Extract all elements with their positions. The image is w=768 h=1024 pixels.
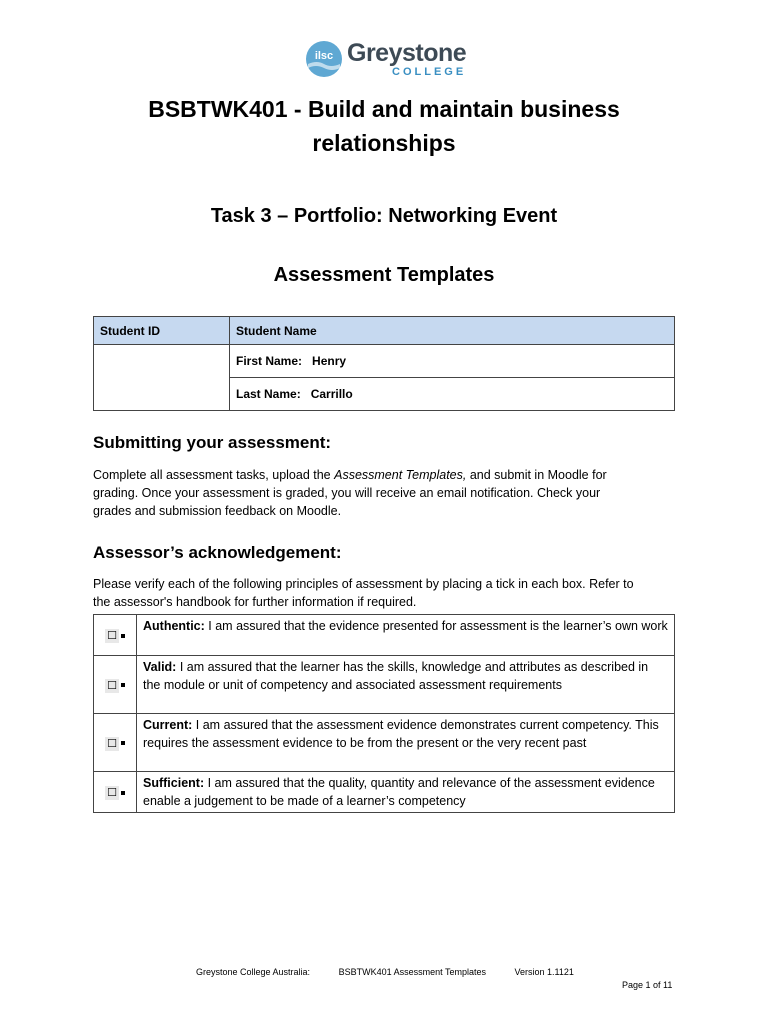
current-description: I am assured that the assessment evidence demonstrates current competency. This requires the assessment evidence to be from the present or the very recent past [143, 718, 659, 750]
first-name-cell[interactable] [230, 345, 675, 378]
last-name-label: Last Name: [236, 387, 301, 401]
authentic-text [137, 615, 675, 656]
sufficient-text [137, 772, 675, 813]
footer-org: Greystone College Australia: [196, 967, 311, 977]
first-name-value: Henry [312, 354, 347, 368]
submitting-text-italic: Assessment Templates, [334, 468, 467, 482]
sufficient-description: I am assured that the quality, quantity and relevance of the assessment evidence enable a judgement to be made of a learner’s competency [143, 776, 655, 808]
footer-version: Version 1.1121 [514, 967, 574, 977]
page-number: Page 1 of 11 [622, 980, 673, 990]
document-title [60, 92, 708, 160]
sufficient-checkbox[interactable]: ☐ [107, 787, 117, 799]
title-line-2: relationships [312, 130, 456, 156]
valid-text [137, 656, 675, 714]
badge-text: ilsc [314, 50, 334, 62]
valid-checkbox[interactable]: ☐ [107, 679, 117, 692]
page-footer [196, 967, 600, 977]
last-name-cell[interactable] [230, 378, 675, 411]
table-row [94, 345, 675, 378]
title-line-1: BSBTWK401 - Build and maintain business [148, 96, 620, 122]
ilsc-badge-icon [305, 40, 343, 78]
current-checkbox-cell[interactable] [94, 714, 137, 772]
bullet-icon [121, 683, 125, 687]
authentic-description: I am assured that the evidence presented for assessment is the learner’s own work [204, 619, 668, 633]
college-logo [305, 40, 466, 78]
submitting-text-before: Complete all assessment tasks, upload the [93, 468, 335, 482]
valid-checkbox-cell[interactable] [94, 656, 137, 714]
submitting-heading: Submitting your assessment: [93, 433, 332, 452]
submitting-text [93, 466, 683, 520]
principle-row-authentic [94, 615, 675, 656]
acknowledgement-heading: Assessor’s acknowledgement: [93, 543, 342, 562]
authentic-label: Authentic: [143, 619, 205, 633]
task-title: Task 3 – Portfolio: Networking Event [210, 205, 558, 227]
current-label: Current: [143, 718, 193, 732]
templates-title: Assessment Templates [273, 264, 495, 286]
valid-label: Valid: [143, 660, 177, 674]
authentic-checkbox-cell[interactable] [94, 615, 137, 656]
acknowledgement-intro [93, 575, 683, 611]
principle-row-sufficient [94, 772, 675, 813]
student-details-table [93, 316, 675, 411]
sufficient-checkbox-cell[interactable] [94, 772, 137, 813]
header-student-id: Student ID [94, 317, 230, 345]
submitting-text-after: and submit in Moodle for [466, 468, 607, 482]
principle-row-valid [94, 656, 675, 714]
current-checkbox[interactable]: ☐ [107, 737, 117, 750]
acknowledgement-intro-line1: Please verify each of the following principles of assessment by placing a tick in each box. Refer to [93, 577, 634, 591]
header-student-name: Student Name [230, 317, 675, 345]
submitting-text-line2: grading. Once your assessment is graded, you will receive an email notification. Check your [93, 486, 601, 500]
sufficient-label: Sufficient: [143, 776, 205, 790]
footer-doc: BSBTWK401 Assessment Templates [338, 967, 486, 977]
bullet-icon [121, 791, 125, 795]
submitting-text-line3: grades and submission feedback on Moodle. [93, 504, 342, 518]
last-name-value: Carrillo [310, 387, 353, 401]
logo-name: Greystone [347, 38, 467, 67]
first-name-label: First Name: [236, 354, 303, 368]
table-header-row [94, 317, 675, 345]
acknowledgement-intro-line2: the assessor's handbook for further information if required. [93, 595, 417, 609]
principle-row-current [94, 714, 675, 772]
principles-table [93, 614, 675, 813]
logo-sub: COLLEGE [392, 65, 467, 78]
current-text [137, 714, 675, 772]
student-id-cell[interactable] [94, 345, 230, 411]
valid-description: I am assured that the learner has the skills, knowledge and attributes as described in the module or unit of competency and associated assessment requirements [143, 660, 649, 692]
authentic-checkbox[interactable]: ☐ [107, 630, 117, 642]
bullet-icon [121, 634, 125, 638]
bullet-icon [121, 741, 125, 745]
